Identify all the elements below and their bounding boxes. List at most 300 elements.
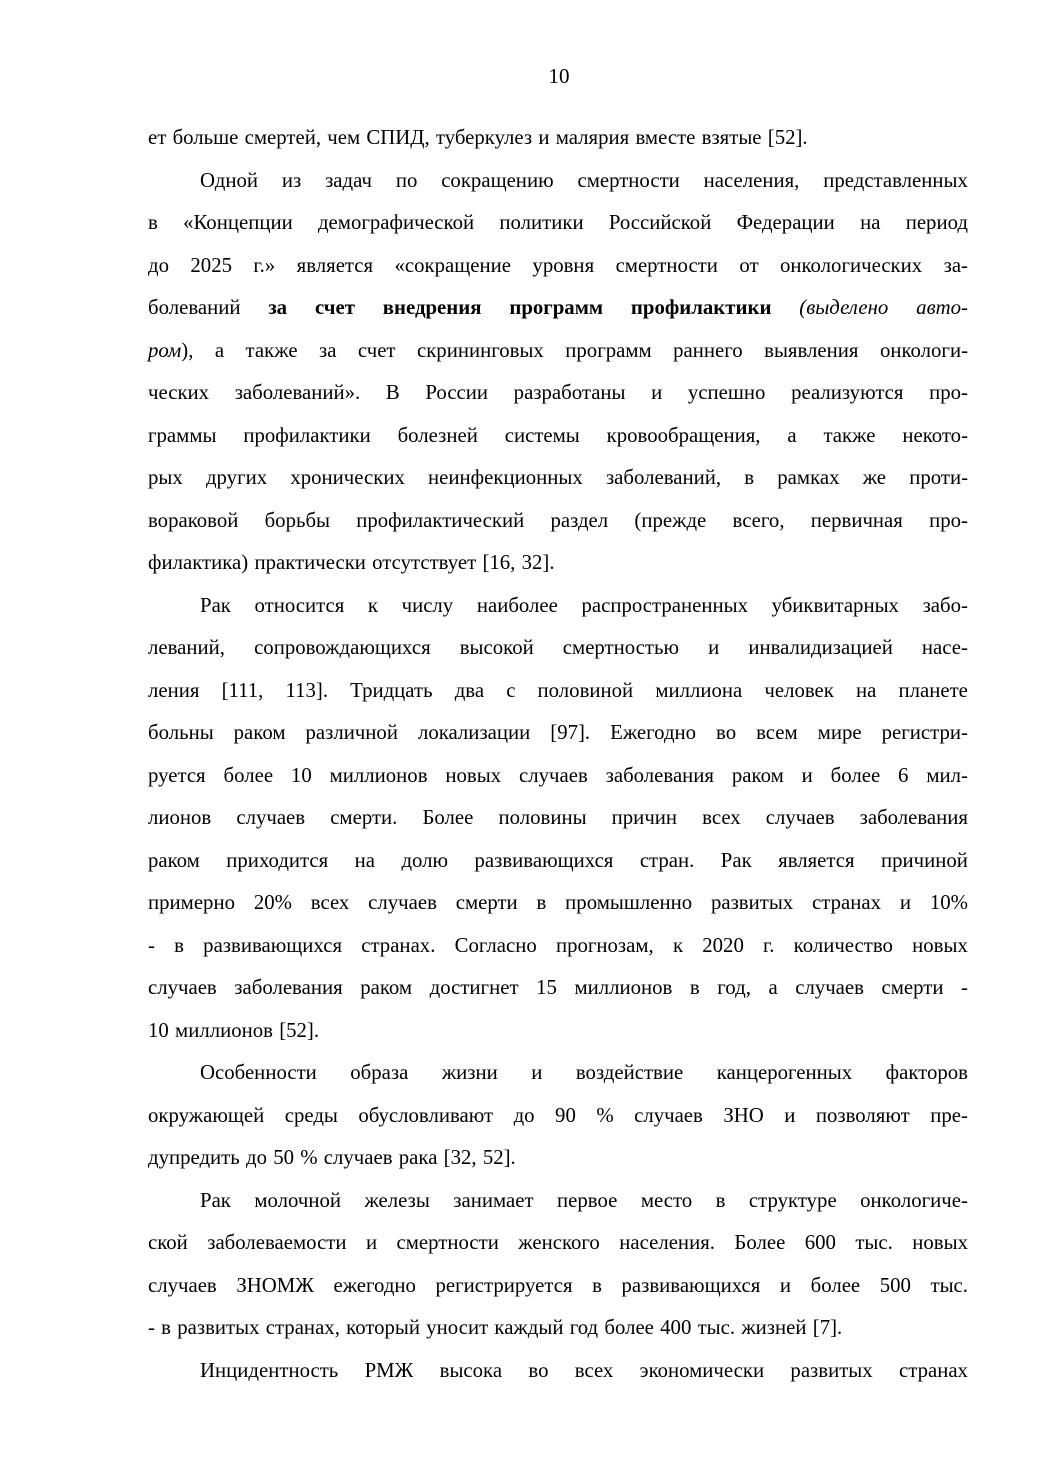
word: других <box>205 466 268 489</box>
text-line <box>148 160 968 203</box>
word: раздел <box>550 508 609 532</box>
text-line <box>148 415 968 458</box>
word: некото- <box>902 423 968 447</box>
word: - <box>961 976 968 999</box>
word: развивающихся <box>621 1273 761 1297</box>
word: раком <box>148 848 200 872</box>
word: смерти <box>455 891 518 914</box>
word: до <box>513 1103 535 1127</box>
word: демографической <box>317 211 475 234</box>
word: развивающихся <box>203 933 343 957</box>
word: г. <box>763 933 775 957</box>
word: г.» <box>253 253 276 277</box>
word: локализации <box>417 721 531 744</box>
word: системы <box>504 423 580 447</box>
word: молочной <box>254 1188 341 1212</box>
word: причиной <box>881 848 968 872</box>
word: Инцидентность <box>200 1358 339 1382</box>
word: в <box>744 466 755 489</box>
word: задач <box>325 168 372 192</box>
word: развитых <box>710 891 794 914</box>
text-line <box>148 500 968 543</box>
word: первое <box>557 1188 618 1212</box>
text-line <box>148 330 968 373</box>
text-line <box>148 1307 968 1350</box>
word: и <box>801 763 813 787</box>
text-line <box>148 967 968 1010</box>
word: заболевания <box>234 976 343 999</box>
word: промышленно <box>565 891 693 914</box>
word: случаев <box>368 891 437 914</box>
word: Рак <box>200 1188 231 1212</box>
word: который <box>346 1316 421 1339</box>
word: граммы <box>148 423 217 447</box>
word: скрининговых <box>416 338 544 362</box>
word: случаев <box>795 976 864 999</box>
word: больны <box>148 721 214 744</box>
text-line <box>148 202 968 245</box>
word: практически <box>254 551 366 574</box>
word: более <box>830 763 881 787</box>
word: всего, <box>732 508 785 532</box>
page-number: 10 <box>548 64 570 88</box>
word: от <box>739 253 759 277</box>
word: же <box>862 466 887 489</box>
word: борьбы <box>264 508 331 532</box>
word: является <box>296 253 374 277</box>
word: миллионов <box>175 1018 273 1042</box>
word: и <box>365 1231 378 1254</box>
word: Федерации <box>736 211 835 234</box>
text-line <box>148 882 968 925</box>
word: новых <box>445 763 502 787</box>
word: смертностью <box>562 636 680 659</box>
word: отсутствует <box>372 551 477 574</box>
word: половины <box>498 806 587 829</box>
word: тыс. <box>930 1273 968 1297</box>
word: является <box>778 848 855 872</box>
word: ром), <box>148 338 194 362</box>
word: Рак <box>200 593 231 617</box>
word: всех <box>310 891 350 914</box>
word: ет <box>148 126 167 149</box>
word: дупредить <box>148 1146 240 1169</box>
word: авто- <box>916 296 968 319</box>
word: смерти <box>881 976 944 999</box>
word: счет <box>357 338 396 362</box>
word: в <box>536 891 547 914</box>
word: [7]. <box>812 1316 843 1339</box>
text-line <box>148 1180 968 1223</box>
word: и <box>779 1273 792 1297</box>
text-line <box>148 797 968 840</box>
word: - <box>148 933 155 957</box>
word: заболевания <box>605 763 715 787</box>
word: Согласно <box>454 933 537 957</box>
word: Ежегодно <box>610 721 697 744</box>
word: программ <box>565 338 652 362</box>
word: 90 <box>555 1103 576 1127</box>
word: странах <box>899 1358 968 1382</box>
word: железы <box>364 1188 430 1212</box>
word: регистри- <box>881 721 968 744</box>
word: счет <box>314 296 355 319</box>
word: числу <box>401 593 454 617</box>
word: 52]. <box>482 1146 516 1169</box>
word: всем <box>756 721 798 744</box>
word: уносит <box>426 1316 489 1339</box>
word: 50 <box>273 1146 294 1169</box>
word: место <box>640 1188 693 1212</box>
word: болезней <box>397 423 478 447</box>
text-line <box>148 1095 968 1138</box>
word: долю <box>401 848 449 872</box>
word: ской <box>148 1231 188 1254</box>
word: лионов <box>148 806 212 829</box>
word: политики <box>499 211 584 234</box>
word: [52]. <box>279 1018 320 1042</box>
word: РМЖ <box>364 1358 414 1382</box>
word: примерно <box>148 891 235 914</box>
word: населения. <box>619 1231 715 1254</box>
word: более <box>604 1316 654 1339</box>
word: туберкулез <box>435 126 533 149</box>
text-line <box>148 1010 968 1053</box>
word: в <box>689 976 700 999</box>
word: высока <box>439 1358 503 1382</box>
word: миллионов <box>574 976 673 999</box>
word: хронических <box>290 466 405 489</box>
word: смерти. <box>330 806 398 829</box>
word: позволяют <box>815 1103 910 1127</box>
word: случаев <box>323 1146 393 1169</box>
word: онкологи- <box>879 338 968 362</box>
word: разработаны <box>513 381 626 404</box>
word: ежегодно <box>333 1273 416 1297</box>
word: уровня <box>532 253 595 277</box>
word: а <box>787 423 797 447</box>
word: больше <box>172 126 239 149</box>
word: заболевания <box>859 806 968 829</box>
word: 15 <box>536 976 557 999</box>
word: высокой <box>459 636 534 659</box>
word: населения, <box>703 168 800 192</box>
word: до <box>148 253 169 277</box>
text-line <box>148 287 968 330</box>
text-line <box>148 925 968 968</box>
word: мире <box>817 721 862 744</box>
word: 400 <box>660 1316 692 1339</box>
word: занимает <box>453 1188 534 1212</box>
text-line <box>148 117 968 160</box>
word: «сокращение <box>394 253 511 277</box>
word: достигнет <box>429 976 519 999</box>
text-line <box>148 1265 968 1308</box>
word: а <box>768 976 778 999</box>
word: Тридцать <box>350 678 433 702</box>
word: случаев <box>765 806 835 829</box>
word: год, <box>717 976 751 999</box>
word: развитых <box>177 1316 260 1339</box>
word: проти- <box>909 466 968 489</box>
word: руется <box>148 763 206 787</box>
word: раннего <box>673 338 743 362</box>
word: по <box>395 168 418 192</box>
word: экономически <box>639 1358 765 1382</box>
word: заболеваний, <box>605 466 722 489</box>
word: и <box>784 1103 796 1127</box>
word: 10% <box>929 891 968 914</box>
word: [16, <box>482 551 516 574</box>
word: миллиона <box>655 678 743 702</box>
word: период <box>905 211 968 234</box>
word: наиболее <box>476 593 558 617</box>
word: (прежде <box>634 508 707 532</box>
word: малярия <box>555 126 630 149</box>
word: 10 <box>290 763 312 787</box>
word: миллионов <box>329 763 428 787</box>
word: ческих <box>148 381 210 404</box>
word: с <box>506 678 516 702</box>
word: к <box>672 933 684 957</box>
word: смертности <box>615 253 718 277</box>
word: всех <box>574 1358 614 1382</box>
word: [97]. <box>550 721 591 744</box>
word: и <box>899 891 911 914</box>
word: всех <box>702 806 741 829</box>
word: и <box>651 381 663 404</box>
word: и <box>538 126 550 149</box>
word: и <box>708 636 720 659</box>
word: развитых <box>790 1358 873 1382</box>
word: представленных <box>823 168 968 192</box>
word: взятые <box>701 126 762 149</box>
word: % <box>596 1103 614 1127</box>
word: 500 <box>879 1273 911 1297</box>
word: 32]. <box>521 551 555 574</box>
word: более <box>223 763 274 787</box>
text-line <box>148 245 968 288</box>
word: Более <box>422 806 474 829</box>
word: прогнозам, <box>555 933 654 957</box>
word: Рак <box>720 848 752 872</box>
word: насе- <box>921 636 968 659</box>
word: среды <box>284 1103 338 1127</box>
word: заболеваемости <box>207 1231 347 1254</box>
word: структуре <box>748 1188 837 1212</box>
word: жизни <box>441 1061 498 1084</box>
word: [32, <box>443 1146 477 1169</box>
word: онкологиче- <box>860 1188 968 1212</box>
word: рых <box>148 466 183 489</box>
word: обусловливают <box>358 1103 494 1127</box>
word: России <box>425 381 489 404</box>
word: регистрируется <box>435 1273 573 1297</box>
word: программ <box>509 296 604 319</box>
word: рака <box>398 1146 438 1169</box>
word: причин <box>611 806 678 829</box>
word: новых <box>912 933 968 957</box>
word: более <box>810 1273 861 1297</box>
word: - <box>148 1316 155 1339</box>
word: профилактики <box>243 423 371 447</box>
word: женского <box>518 1231 600 1254</box>
word: канцерогенных <box>716 1061 853 1084</box>
word: чем <box>327 126 361 149</box>
word: относится <box>254 593 345 617</box>
word: сокращению <box>441 168 554 192</box>
word: пре- <box>930 1103 968 1127</box>
word: 10 <box>148 1018 169 1042</box>
word: распространенных <box>581 593 748 617</box>
word: странах. <box>361 933 436 957</box>
text-line <box>148 457 968 500</box>
word: за- <box>943 253 968 277</box>
word: случаев <box>148 1273 217 1297</box>
word: «Концепции <box>183 211 293 234</box>
text-line <box>148 755 968 798</box>
word: заболеваний». <box>234 381 361 404</box>
word: [111, <box>221 678 264 702</box>
word: образа <box>350 1061 409 1084</box>
word: стран. <box>639 848 695 872</box>
body-text <box>148 117 968 1392</box>
word: за <box>268 296 288 319</box>
word: тыс. <box>855 1231 893 1254</box>
word: кровообращения, <box>606 423 761 447</box>
word: новых <box>912 1231 968 1254</box>
word: год <box>569 1316 599 1339</box>
text-line <box>148 627 968 670</box>
text-line <box>148 1137 968 1180</box>
word: половиной <box>537 678 634 702</box>
word: В <box>385 381 400 404</box>
word: в <box>148 211 158 234</box>
word: во <box>528 1358 549 1382</box>
word: человек <box>764 678 834 702</box>
word: тыс. <box>697 1316 736 1339</box>
word: ления <box>148 678 200 702</box>
word: 2020 <box>702 933 744 957</box>
word: выявления <box>764 338 859 362</box>
word: странах, <box>265 1316 340 1339</box>
text-line <box>148 585 968 628</box>
text-line <box>148 840 968 883</box>
word: из <box>281 168 302 192</box>
word: Российской <box>608 211 712 234</box>
word: развивающихся <box>474 848 614 872</box>
word: ЗНОМЖ <box>236 1273 314 1297</box>
word: случаев <box>634 1103 703 1127</box>
word: смертей, <box>244 126 322 149</box>
text-line <box>148 372 968 415</box>
word: во <box>716 721 737 744</box>
word: Особенности <box>200 1061 317 1084</box>
word: каждый <box>494 1316 564 1339</box>
text-line <box>148 670 968 713</box>
word: забо- <box>922 593 968 617</box>
word: 20% <box>253 891 292 914</box>
word: до <box>245 1146 267 1169</box>
word: 2025 <box>190 253 232 277</box>
text-line <box>148 1222 968 1265</box>
word: и <box>531 1061 543 1084</box>
word: за <box>319 338 337 362</box>
word: Одной <box>200 168 258 192</box>
word: окружающей <box>148 1103 265 1127</box>
word: 600 <box>804 1231 836 1254</box>
word: болеваний <box>148 296 241 319</box>
word: леваний, <box>148 636 225 659</box>
word: случаев <box>236 806 306 829</box>
word: неинфекционных <box>428 466 583 489</box>
word: в <box>592 1273 602 1297</box>
word: также <box>823 423 876 447</box>
word: 113]. <box>285 678 329 702</box>
word: про- <box>929 508 968 532</box>
word: сопровождающихся <box>254 636 431 659</box>
word: ЗНО <box>723 1103 764 1127</box>
word: планете <box>898 678 968 702</box>
text-line <box>148 712 968 755</box>
word: про- <box>929 381 968 404</box>
word: два <box>454 678 485 702</box>
word: вместе <box>635 126 696 149</box>
word: 6 <box>898 763 909 787</box>
word: воздействие <box>575 1061 684 1084</box>
word: рамках <box>777 466 840 489</box>
word: в <box>174 933 184 957</box>
text-line <box>148 1052 968 1095</box>
word: в <box>161 1316 171 1339</box>
word: на <box>354 848 376 872</box>
word: количество <box>793 933 893 957</box>
word: СПИД, <box>366 126 430 149</box>
word: в <box>715 1188 726 1212</box>
word: профилактический <box>356 508 525 532</box>
word: внедрения <box>382 296 482 319</box>
word: раком <box>233 721 286 744</box>
word: инвалидизацией <box>748 636 893 659</box>
word: [52]. <box>767 126 808 149</box>
word: к <box>367 593 378 617</box>
word: онкологических <box>779 253 923 277</box>
word: мил- <box>926 763 968 787</box>
word: также <box>245 338 298 362</box>
word: успешно <box>687 381 766 404</box>
word: приходится <box>226 848 329 872</box>
word: а <box>214 338 225 362</box>
word: странах <box>812 891 882 914</box>
word: первичная <box>810 508 903 532</box>
text-line <box>148 542 968 585</box>
word: случаев <box>519 763 588 787</box>
word: различной <box>305 721 398 744</box>
word: раком <box>731 763 784 787</box>
word: на <box>856 678 877 702</box>
word: раком <box>360 976 413 999</box>
word: Более <box>734 1231 786 1254</box>
word: смертности <box>396 1231 499 1254</box>
word: случаев <box>148 976 217 999</box>
word: реализуются <box>791 381 904 404</box>
text-line <box>148 1350 968 1393</box>
word: жизней <box>741 1316 807 1339</box>
word: (выделено <box>799 296 889 319</box>
word: % <box>300 1146 318 1169</box>
word: факторов <box>885 1061 968 1084</box>
word: профилактики <box>630 296 772 319</box>
